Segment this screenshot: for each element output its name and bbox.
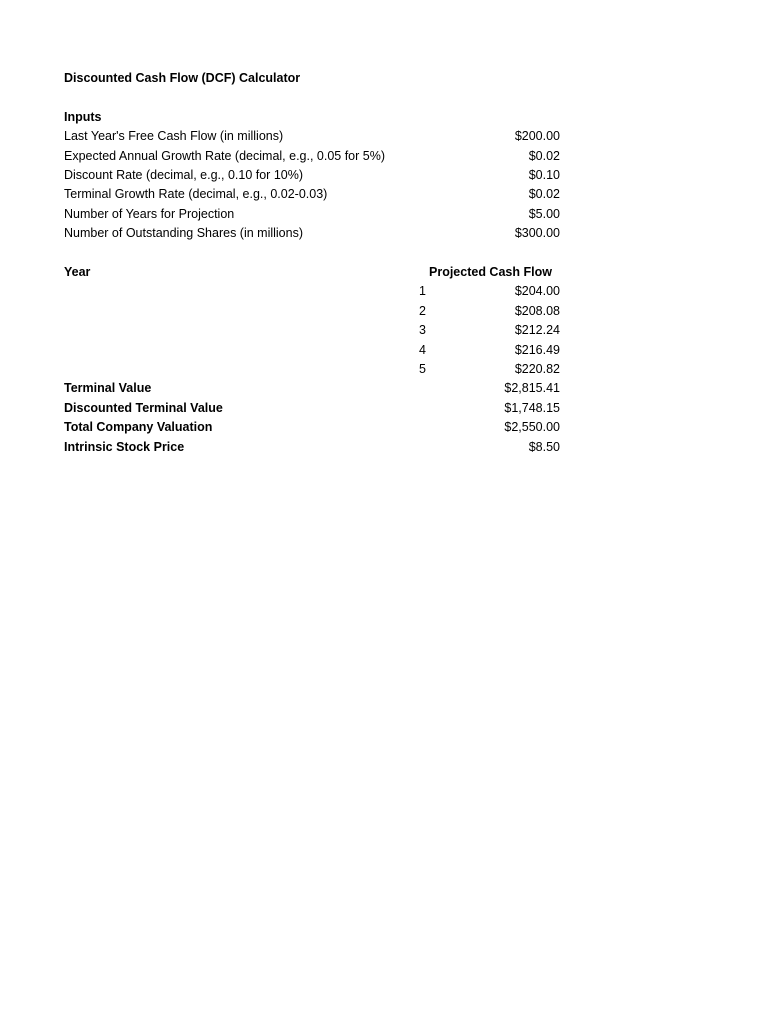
result-value-terminal-value: $2,815.41 xyxy=(504,381,560,395)
projection-year-5: 5 xyxy=(419,362,426,376)
input-label-projection-years: Number of Years for Projection xyxy=(64,207,235,221)
projection-cash-flow-3: $212.24 xyxy=(514,323,560,337)
year-column-header: Year xyxy=(64,265,91,279)
input-label-discount-rate: Discount Rate (decimal, e.g., 0.10 for 10%) xyxy=(64,168,304,182)
projection-year-4: 4 xyxy=(419,343,426,357)
projection-year-2: 2 xyxy=(419,304,426,318)
projection-cash-flow-5: $220.82 xyxy=(514,362,560,376)
result-label-total-company-valuation: Total Company Valuation xyxy=(64,420,213,434)
input-value-terminal-growth[interactable]: $0.02 xyxy=(528,187,560,201)
projection-year-3: 3 xyxy=(419,323,426,337)
projection-cash-flow-2: $208.08 xyxy=(514,304,560,318)
inputs-heading: Inputs xyxy=(64,110,102,124)
input-label-terminal-growth: Terminal Growth Rate (decimal, e.g., 0.02-0.03) xyxy=(64,187,328,201)
input-label-outstanding-shares: Number of Outstanding Shares (in millions) xyxy=(64,226,303,240)
input-value-last-year-fcf[interactable]: $200.00 xyxy=(514,129,560,143)
result-label-intrinsic-stock-price: Intrinsic Stock Price xyxy=(64,440,185,454)
input-value-discount-rate[interactable]: $0.10 xyxy=(528,168,560,182)
projection-year-1: 1 xyxy=(419,284,426,298)
input-value-projection-years[interactable]: $5.00 xyxy=(528,207,560,221)
result-value-total-company-valuation: $2,550.00 xyxy=(504,420,560,434)
projection-cash-flow-1: $204.00 xyxy=(514,284,560,298)
projected-cash-flow-header: Projected Cash Flow xyxy=(429,265,552,279)
input-label-last-year-fcf: Last Year's Free Cash Flow (in millions) xyxy=(64,129,284,143)
input-value-growth-rate[interactable]: $0.02 xyxy=(528,149,560,163)
result-value-discounted-terminal-value: $1,748.15 xyxy=(504,401,560,415)
input-label-growth-rate: Expected Annual Growth Rate (decimal, e.g., 0.05 for 5%) xyxy=(64,149,386,163)
input-value-outstanding-shares[interactable]: $300.00 xyxy=(514,226,560,240)
projection-cash-flow-4: $216.49 xyxy=(514,343,560,357)
result-label-discounted-terminal-value: Discounted Terminal Value xyxy=(64,401,223,415)
result-label-terminal-value: Terminal Value xyxy=(64,381,152,395)
page-title: Discounted Cash Flow (DCF) Calculator xyxy=(64,71,301,85)
result-value-intrinsic-stock-price: $8.50 xyxy=(528,440,560,454)
